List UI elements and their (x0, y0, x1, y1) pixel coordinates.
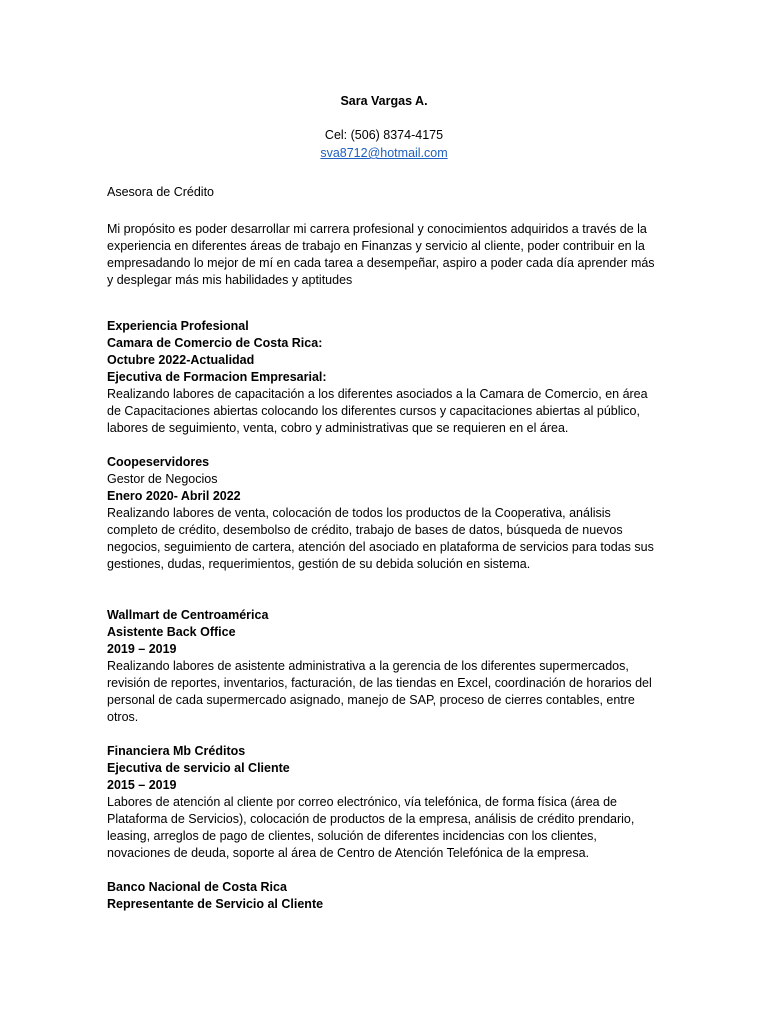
job-role: Representante de Servicio al Cliente (107, 897, 324, 911)
job-description: Realizando labores de capacitación a los diferentes asociados a la Camara de Comercio, en área de Capacitaciones abiertas colocando los diferentes cursos y capacitaciones abiertas al público, labores de seguimiento, venta, cobro y administrativas que se requieren en el área. (107, 387, 648, 435)
job-description: Realizando labores de venta, colocación de todos los productos de la Cooperativa, análisis completo de crédito, desembolso de crédito, trabajo de bases de datos, búsqueda de nuevos negocios, seguimiento de cartera, atención del asociado en plataforma de servicios para todas sus gestiones, dudas, requerimientos, gestión de su debida solución en sistema. (107, 506, 654, 571)
objective-paragraph: Mi propósito es poder desarrollar mi carrera profesional y conocimientos adquiridos a través de la experiencia en diferentes áreas de trabajo en Finanzas y servicio al cliente, poder contribuir en la empresadando lo mejor de mí en cada tarea a desempeñar, aspiro a poder cada día aprender más y desplegar más mis habilidades y aptitudes (107, 222, 655, 287)
section-heading: Experiencia Profesional (107, 319, 249, 333)
job-description: Realizando labores de asistente administrativa a la gerencia de los diferentes supermercados, revisión de reportes, inventarios, facturación, de las tiendas en Excel, coordinación de horarios del personal de cada supermercado asignado, manejo de SAP, proceso de cierres contables, entre otros. (107, 659, 652, 724)
job-description: Labores de atención al cliente por correo electrónico, vía telefónica, de forma física (área de Plataforma de Servicios), colocación de productos de la empresa, análisis de crédito prendario, leasing, arreglos de pago de clientes, solución de diferentes incidencias con los clientes, novaciones de deuda, soporte al área de Centro de Atención Telefónica de la empresa. (107, 795, 635, 860)
job-period: 2019 – 2019 (107, 642, 177, 656)
job-role: Ejecutiva de Formacion Empresarial: (107, 370, 327, 384)
job-entry (107, 454, 662, 573)
job-period: Octubre 2022-Actualidad (107, 353, 255, 367)
contact-header (0, 92, 768, 162)
job-company: Camara de Comercio de Costa Rica: (107, 336, 323, 350)
candidate-name: Sara Vargas A. (340, 94, 428, 108)
job-entry (107, 607, 662, 726)
job-entry (107, 879, 662, 913)
experience-section (107, 318, 662, 930)
job-company: Wallmart de Centroamérica (107, 608, 269, 622)
job-company: Coopeservidores (107, 455, 210, 469)
job-role: Ejecutiva de servicio al Cliente (107, 761, 290, 775)
job-period: Enero 2020- Abril 2022 (107, 489, 241, 503)
job-role: Asistente Back Office (107, 625, 236, 639)
job-entry (107, 743, 662, 862)
job-entry (107, 318, 662, 437)
phone-number: Cel: (506) 8374-4175 (324, 128, 444, 142)
email-link[interactable]: sva8712@hotmail.com (320, 146, 448, 160)
job-role: Gestor de Negocios (107, 472, 218, 486)
job-period: 2015 – 2019 (107, 778, 177, 792)
job-company: Financiera Mb Créditos (107, 744, 246, 758)
job-title: Asesora de Crédito (107, 185, 215, 199)
job-company: Banco Nacional de Costa Rica (107, 880, 287, 894)
